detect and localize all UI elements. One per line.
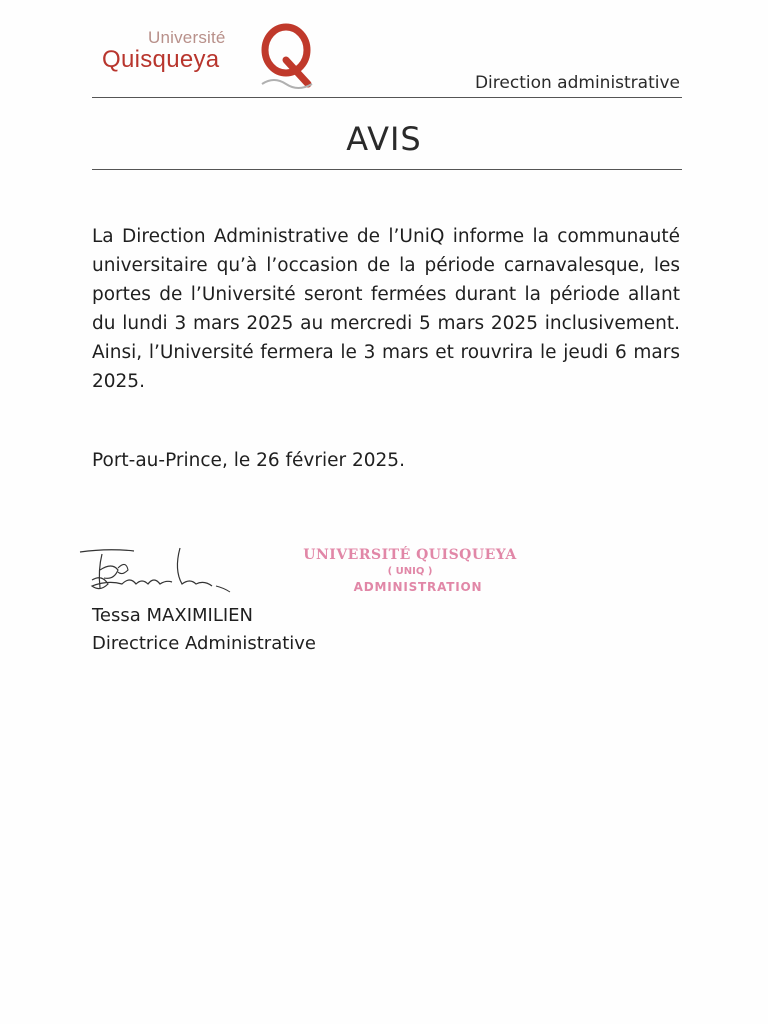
department-label: Direction administrative: [474, 73, 680, 93]
title-divider: [92, 169, 682, 170]
university-logo: [100, 22, 325, 94]
signatory-title: Directrice Administrative: [92, 633, 317, 654]
notice-title: AVIS: [346, 120, 422, 158]
logo-quisqueya-text: Quisqueya: [102, 46, 220, 73]
handwritten-signature: [78, 540, 248, 610]
stamp-administration: ADMINISTRATION: [353, 580, 483, 594]
q-logo-icon: [256, 22, 318, 92]
notice-body: La Direction Administrative de l’UniQ informe la communauté universitaire qu’à l’occasion de la période carnavalesque, les portes de l’Université seront fermées durant la période allant du lundi 3 mars 2025 au mercredi 5 mars 2025 inclusivement. Ainsi, l’Université fermera le 3 mars et rouvrira le jeudi 6 mars 2025.: [92, 226, 680, 392]
header-divider: [92, 97, 682, 98]
place-date: Port-au-Prince, le 26 février 2025.: [92, 450, 405, 471]
stamp-university: UNIVERSITÉ QUISQUEYA: [303, 547, 517, 563]
logo-universite-text: Université: [148, 28, 226, 47]
stamp-uniq: ( UNIQ ): [387, 566, 433, 577]
administration-stamp: [300, 545, 520, 615]
signatory-name: Tessa MAXIMILIEN: [92, 605, 254, 626]
